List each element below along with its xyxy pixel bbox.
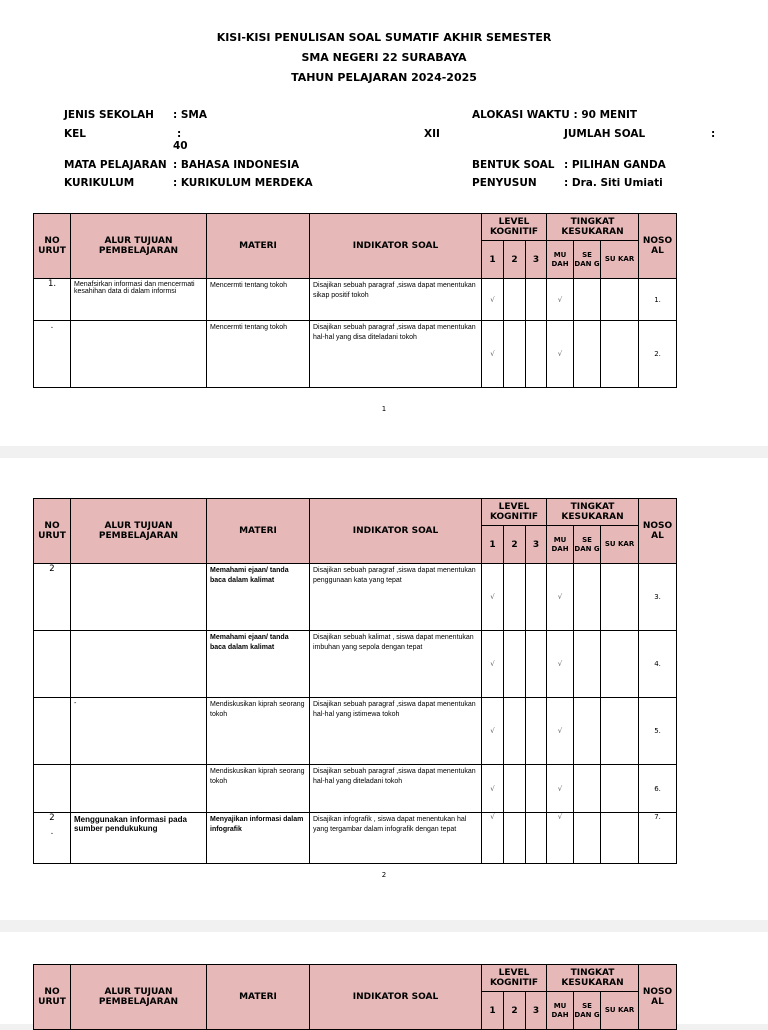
empty-cell	[526, 698, 547, 765]
row-materi: Menyajikan informasi dalam infografik	[207, 813, 310, 864]
row-materi: Mendiskusikan kiprah seorang tokoh	[207, 698, 310, 765]
check-level-1: √	[482, 813, 504, 864]
check-level-1: √	[482, 765, 504, 813]
row-no	[34, 813, 71, 864]
header-tingkat: TINGKAT KESUKARAN	[547, 965, 639, 992]
jumlah-colon: :	[711, 128, 716, 140]
empty-cell	[504, 813, 526, 864]
header-materi: MATERI	[207, 214, 310, 279]
header-alur: ALUR TUJUAN PEMBELAJARAN	[71, 965, 207, 1030]
header-materi: MATERI	[207, 965, 310, 1030]
empty-cell	[601, 564, 639, 631]
empty-cell	[601, 698, 639, 765]
row-no	[34, 698, 71, 765]
row-atp	[71, 765, 207, 813]
header-level-3: 3	[526, 241, 547, 279]
table-3-header	[34, 965, 677, 1030]
table-2-header	[34, 499, 677, 564]
header-no-urut: NO URUT	[34, 499, 71, 564]
empty-cell	[526, 813, 547, 864]
row-materi: Memahami ejaan/ tanda baca dalam kalimat	[207, 564, 310, 631]
check-level-1: √	[482, 321, 504, 388]
kisi-table-1	[33, 213, 677, 388]
check-mudah: √	[547, 564, 574, 631]
header-level-2: 2	[504, 241, 526, 279]
table-row	[34, 631, 677, 698]
row-nosoal: 7.	[639, 813, 677, 864]
bentuk-value: : PILIHAN GANDA	[564, 159, 666, 171]
row-no	[34, 631, 71, 698]
row-atp	[71, 631, 207, 698]
row-nosoal: 4.	[639, 631, 677, 698]
header-sukar: SU KAR	[601, 992, 639, 1030]
header-sedang: SE DAN G	[574, 241, 601, 279]
table-row	[34, 279, 677, 321]
table-1-header	[34, 214, 677, 279]
header-alur: ALUR TUJUAN PEMBELAJARAN	[71, 499, 207, 564]
jumlah-label: JUMLAH SOAL	[564, 128, 646, 140]
school-name: SMA NEGERI 22 SURABAYA	[301, 51, 467, 64]
empty-cell	[526, 564, 547, 631]
header-indikator: INDIKATOR SOAL	[310, 214, 482, 279]
row-nosoal: 3.	[639, 564, 677, 631]
header-materi: MATERI	[207, 499, 310, 564]
kurikulum-label: KURIKULUM	[64, 177, 135, 189]
row-atp	[71, 564, 207, 631]
header-no-urut: NO URUT	[34, 965, 71, 1030]
table-row	[34, 813, 677, 864]
academic-year: TAHUN PELAJARAN 2024-2025	[291, 71, 477, 84]
empty-cell	[574, 698, 601, 765]
row-atp: Menafsirkan informasi dan mencermati kesahihan data di dalam informsi	[71, 279, 207, 321]
kel-label: KEL	[64, 128, 86, 140]
mapel-label: MATA PELAJARAN	[64, 159, 167, 171]
header-nosoal: NOSO AL	[639, 214, 677, 279]
header-sukar: SU KAR	[601, 526, 639, 564]
empty-cell	[504, 698, 526, 765]
page-1	[0, 0, 768, 446]
page-number-1: 1	[381, 405, 387, 413]
row-indikator: Disajikan infografik , siswa dapat menentukan hal yang tergambar dalam infografik dengan tepat	[310, 813, 482, 864]
row-indikator: Disajikan sebuah paragraf ,siswa dapat menentukan penggunaan kata yang tepat	[310, 564, 482, 631]
check-mudah: √	[547, 813, 574, 864]
check-mudah: √	[547, 765, 574, 813]
kel-xii: XII	[424, 128, 440, 140]
table-row	[34, 564, 677, 631]
kurikulum-value: : KURIKULUM MERDEKA	[173, 177, 313, 189]
check-level-1: √	[482, 631, 504, 698]
empty-cell	[504, 321, 526, 388]
empty-cell	[601, 813, 639, 864]
table-row	[34, 765, 677, 813]
empty-cell	[574, 813, 601, 864]
penyusun-value: : Dra. Siti Umiati	[564, 177, 663, 189]
header-sedang: SE DAN G	[574, 526, 601, 564]
header-tingkat: TINGKAT KESUKARAN	[547, 499, 639, 526]
row-materi: Mendiskusikan kiprah seorang tokoh	[207, 765, 310, 813]
bentuk-label: BENTUK SOAL	[472, 159, 555, 171]
check-mudah: √	[547, 279, 574, 321]
header-indikator: INDIKATOR SOAL	[310, 965, 482, 1030]
header-mudah: MU DAH	[547, 526, 574, 564]
empty-cell	[504, 631, 526, 698]
empty-cell	[526, 279, 547, 321]
row-atp: Menggunakan informasi pada sumber pendukukung	[71, 813, 207, 864]
row-indikator: Disajikan sebuah paragraf ,siswa dapat menentukan hal-hal yang disa diteladani tokoh	[310, 321, 482, 388]
row-nosoal: 1.	[639, 279, 677, 321]
empty-cell	[504, 564, 526, 631]
penyusun-label: PENYUSUN	[472, 177, 537, 189]
kel-colon: :	[177, 128, 182, 140]
row-nosoal: 6.	[639, 765, 677, 813]
jenis-label: JENIS SEKOLAH	[64, 109, 154, 121]
empty-cell	[601, 279, 639, 321]
doc-title: KISI-KISI PENULISAN SOAL SUMATIF AKHIR SEMESTER	[216, 31, 552, 44]
jenis-value: : SMA	[173, 109, 207, 121]
check-mudah: √	[547, 631, 574, 698]
row-materi: Mencermti tentang tokoh	[207, 321, 310, 388]
empty-cell	[504, 279, 526, 321]
empty-cell	[574, 564, 601, 631]
page-number-2: 2	[381, 871, 387, 879]
check-level-1: √	[482, 279, 504, 321]
empty-cell	[574, 279, 601, 321]
row-no: 1.	[34, 279, 71, 321]
empty-cell	[526, 765, 547, 813]
empty-cell	[504, 765, 526, 813]
table-row	[34, 698, 677, 765]
header-level-1: 1	[482, 992, 504, 1030]
header-mudah: MU DAH	[547, 241, 574, 279]
row-indikator: Disajikan sebuah kalimat , siswa dapat menentukan imbuhan yang sepola dengan tepat	[310, 631, 482, 698]
header-level-1: 1	[482, 526, 504, 564]
row-no	[34, 765, 71, 813]
alokasi-waktu: ALOKASI WAKTU : 90 MENIT	[472, 109, 638, 121]
row-atp: -	[71, 698, 207, 765]
kisi-table-3	[33, 964, 677, 1030]
header-level: LEVEL KOGNITIF	[482, 965, 547, 992]
header-level-3: 3	[526, 526, 547, 564]
check-mudah: √	[547, 698, 574, 765]
row-materi: Mencermti tentang tokoh	[207, 279, 310, 321]
empty-cell	[574, 765, 601, 813]
empty-cell	[526, 631, 547, 698]
header-sukar: SU KAR	[601, 241, 639, 279]
empty-cell	[574, 321, 601, 388]
kel-value: 40	[173, 140, 188, 152]
empty-cell	[574, 631, 601, 698]
empty-cell	[601, 631, 639, 698]
header-nosoal: NOSO AL	[639, 499, 677, 564]
row-no-dot: .	[50, 827, 54, 837]
row-nosoal: 2.	[639, 321, 677, 388]
header-level: LEVEL KOGNITIF	[482, 214, 547, 241]
row-indikator: Disajikan sebuah paragraf ,siswa dapat menentukan hal-hal yang istimewa tokoh	[310, 698, 482, 765]
row-indikator: Disajikan sebuah paragraf ,siswa dapat menentukan sikap positif tokoh	[310, 279, 482, 321]
check-level-1: √	[482, 564, 504, 631]
header-level-2: 2	[504, 526, 526, 564]
empty-cell	[601, 765, 639, 813]
empty-cell	[601, 321, 639, 388]
row-no-main: 2	[49, 813, 55, 823]
header-indikator: INDIKATOR SOAL	[310, 499, 482, 564]
row-materi: Memahami ejaan/ tanda baca dalam kalimat	[207, 631, 310, 698]
header-mudah: MU DAH	[547, 992, 574, 1030]
check-level-1: √	[482, 698, 504, 765]
row-nosoal: 5.	[639, 698, 677, 765]
header-nosoal: NOSO AL	[639, 965, 677, 1030]
row-indikator: Disajikan sebuah paragraf ,siswa dapat menentukan hal-hal yang diteladani tokoh	[310, 765, 482, 813]
row-no: 2	[34, 564, 71, 631]
table-row	[34, 321, 677, 388]
check-mudah: √	[547, 321, 574, 388]
header-no-urut: NO URUT	[34, 214, 71, 279]
page-2	[0, 458, 768, 920]
header-sedang: SE DAN G	[574, 992, 601, 1030]
header-alur: ALUR TUJUAN PEMBELAJARAN	[71, 214, 207, 279]
mapel-value: : BAHASA INDONESIA	[173, 159, 300, 171]
row-atp	[71, 321, 207, 388]
row-no: .	[34, 321, 71, 388]
header-tingkat: TINGKAT KESUKARAN	[547, 214, 639, 241]
empty-cell	[526, 321, 547, 388]
kisi-table-2	[33, 498, 677, 864]
header-level-2: 2	[504, 992, 526, 1030]
header-level-1: 1	[482, 241, 504, 279]
header-level: LEVEL KOGNITIF	[482, 499, 547, 526]
header-level-3: 3	[526, 992, 547, 1030]
page-3	[0, 932, 768, 1024]
